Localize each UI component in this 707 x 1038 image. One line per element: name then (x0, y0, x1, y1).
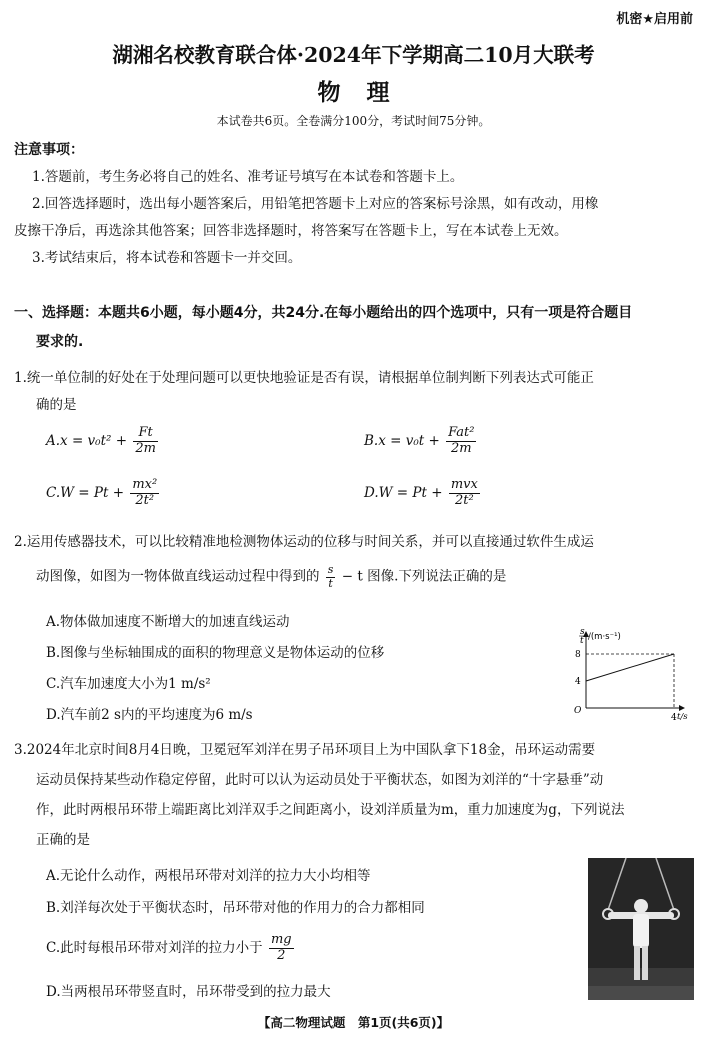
q3-option-a: A.无论什么动作，两根吊环带对刘洋的拉力大小均相等 (46, 868, 371, 884)
confidential-label: 机密★启用前 (616, 12, 693, 27)
formula-prefix: B.x = v₀t + (364, 432, 440, 449)
q1-option-c (46, 478, 161, 509)
y-tick-label: 8 (575, 650, 581, 660)
y-label-den: t (580, 636, 584, 646)
denominator: 2t² (135, 492, 155, 508)
page-footer: 【高二物理试题 第1页(共6页)】 (257, 1015, 450, 1030)
series-line (586, 654, 674, 681)
notice-item: 皮擦干净后，再选涂其他答案；回答非选择题时，将答案写在答题卡上，写在本试卷上无效。 (14, 223, 568, 239)
origin-label: O (574, 706, 582, 716)
q3-stem-cont: 运动员保持某些动作稳定停留，此时可以认为运动员处于平衡状态，如图为刘洋的“十字悬垂”动 (36, 772, 604, 788)
fraction (269, 933, 294, 964)
fraction (326, 564, 336, 590)
q2-option-d: D.汽车前2 s内的平均速度为6 m/s (46, 707, 253, 723)
numerator: mvx (450, 477, 478, 492)
q3-option-c (46, 933, 296, 964)
formula-prefix: D.W = Pt + (364, 484, 443, 501)
y-tick-label: 4 (575, 677, 581, 687)
q3-option-b: B.刘洋每次处于平衡状态时，吊环带对他的作用力的合力都相同 (46, 900, 425, 916)
numerator: mg (270, 932, 292, 947)
exam-title: 湖湘名校教育联合体·2024年下学期高二10月大联考 (112, 43, 595, 67)
q2-option-c: C.汽车加速度大小为1 m/s² (46, 676, 211, 692)
q2-option-b: B.图像与坐标轴围成的面积的物理意义是物体运动的位移 (46, 645, 385, 661)
q2-text: 动图像，如图为一物体做直线运动过程中得到的 (36, 568, 320, 585)
q2-stem-cont (36, 564, 506, 590)
q1-stem: 1.统一单位制的好处在于处理问题可以更快地验证是否有误，请根据单位制判断下列表达式可能正 (14, 370, 594, 386)
formula-prefix: C.W = Pt + (46, 484, 125, 501)
exam-info: 本试卷共6页。全卷满分100分，考试时间75分钟。 (216, 114, 491, 128)
subject-title: 物理 (317, 79, 416, 106)
q1-option-a (46, 426, 160, 457)
gymnast-photo (588, 858, 694, 1000)
formula-prefix: A.x = v₀t² + (46, 432, 128, 449)
q2-stem: 2.运用传感器技术，可以比较精准地检测物体运动的位移与时间关系，并可以直接通过软件生成运 (14, 534, 594, 550)
y-label-num: s (580, 627, 585, 637)
denominator: 2 (277, 947, 286, 963)
fraction (449, 478, 480, 509)
q3-stem-cont: 作，此时两根吊环带上端距离比刘洋双手之间距离小，设刘洋质量为m，重力加速度为g，下列说法 (36, 802, 625, 818)
q1-stem-cont: 确的是 (36, 397, 77, 413)
numerator: s (327, 563, 334, 576)
section-heading-cont: 要求的. (36, 334, 84, 350)
q3-stem-cont: 正确的是 (36, 832, 90, 848)
notice-heading: 注意事项： (14, 142, 84, 158)
q2-text: − t 图像.下列说法正确的是 (341, 568, 507, 585)
numerator: mx² (132, 477, 158, 492)
notice-item: 2.回答选择题时，选出每小题答案后，用铅笔把答题卡上对应的答案标号涂黑，如有改动，用橡 (32, 196, 599, 212)
q1-option-b (364, 426, 478, 457)
q1-option-d (364, 478, 482, 509)
denominator: 2t² (454, 492, 474, 508)
denominator: t (328, 576, 333, 590)
y-unit: /(m·s⁻¹) (588, 632, 621, 642)
x-tick-label: 4 (671, 713, 677, 723)
denominator: 2m (135, 440, 156, 456)
section-heading: 一、选择题：本题共6小题，每小题4分，共24分.在每小题给出的四个选项中，只有一项是符合题目 (14, 305, 633, 321)
notice-item: 3.考试结束后，将本试卷和答题卡一并交回。 (32, 250, 302, 266)
q3-option-d: D.当两根吊环带竖直时，吊环带受到的拉力最大 (46, 984, 331, 1000)
option-text: C.此时每根吊环带对刘洋的拉力小于 (46, 939, 263, 956)
q2-option-a: A.物体做加速度不断增大的加速直线运动 (46, 614, 290, 630)
notice-item: 1.答题前，考生务必将自己的姓名、准考证号填写在本试卷和答题卡上。 (32, 169, 464, 185)
st-graph (566, 620, 696, 726)
numerator: Ft (133, 426, 158, 442)
fraction (133, 426, 158, 457)
x-label: t/s (677, 712, 688, 722)
numerator: Fat² (448, 425, 475, 440)
denominator: 2m (450, 440, 472, 456)
fraction (446, 426, 476, 457)
q3-stem: 3.2024年北京时间8月4日晚，卫冕冠军刘洋在男子吊环项目上为中国队拿下18金，吊环运动需要 (14, 742, 596, 758)
fraction (130, 478, 159, 509)
